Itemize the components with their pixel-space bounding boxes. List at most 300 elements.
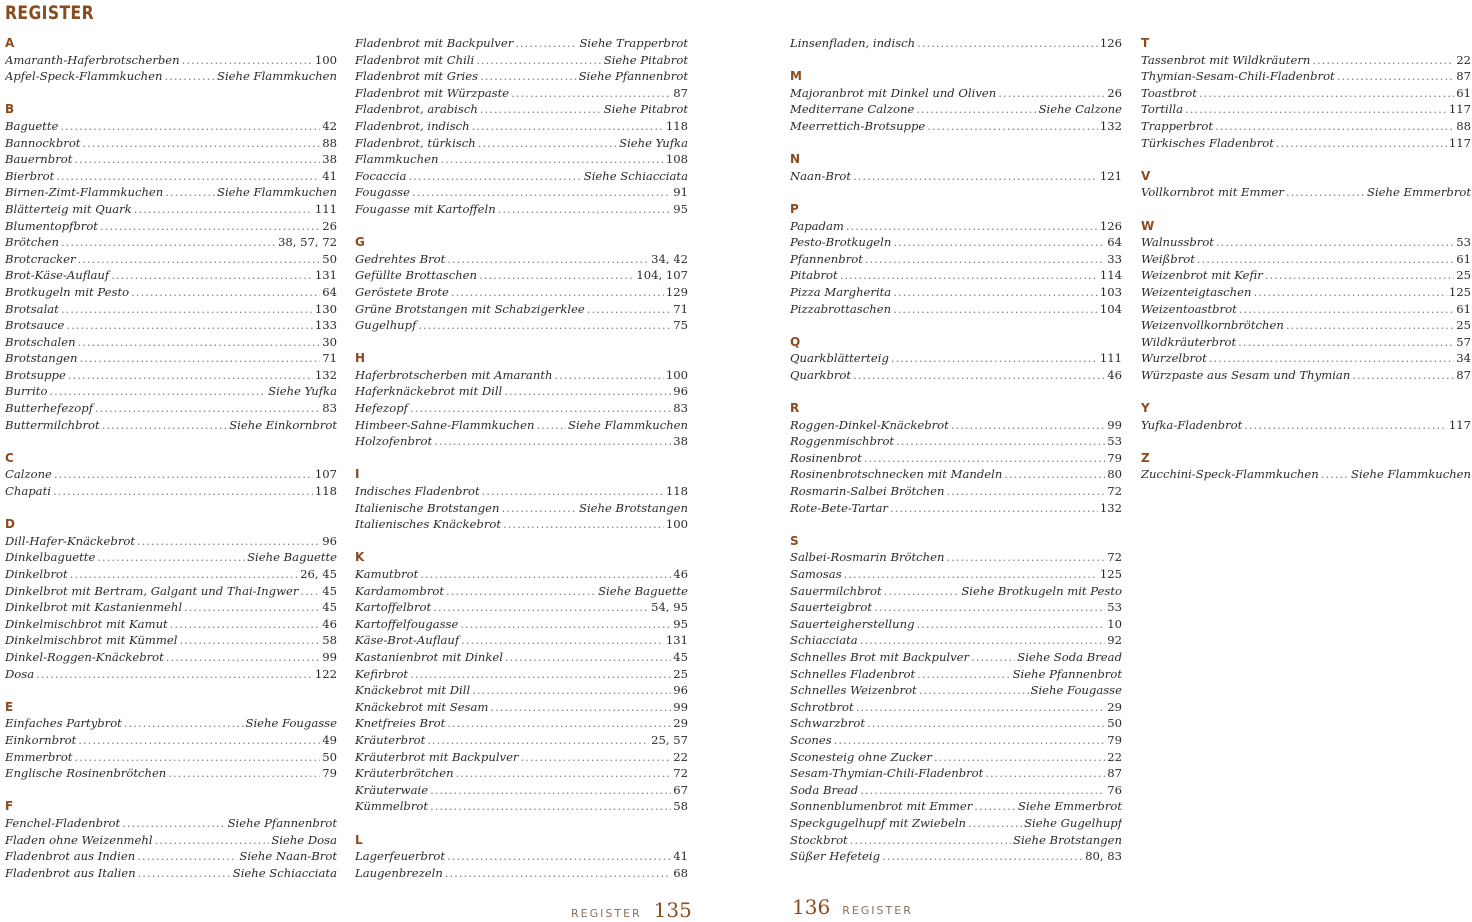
index-entry: [790, 101, 1122, 118]
leader-dots: [170, 616, 321, 633]
index-entry: [5, 383, 337, 400]
entry-page-ref: 88: [322, 135, 337, 150]
entry-page-ref: 38: [673, 434, 688, 449]
entry-page-ref: 131: [314, 268, 337, 283]
entry-page-ref: 118: [314, 484, 337, 499]
leader-dots: [867, 715, 1105, 732]
index-entry: [355, 52, 688, 69]
index-entry: [5, 218, 337, 235]
spacer: [5, 433, 337, 450]
entry-page-ref: 87: [1107, 766, 1122, 781]
index-entry: [355, 301, 688, 318]
entry-page-ref: 83: [322, 401, 337, 416]
leader-dots: [834, 732, 1106, 749]
entry-name: Dinkelbrot mit Kastanienmehl: [5, 600, 183, 615]
entry-name: Focaccia: [355, 168, 407, 183]
index-entry: [790, 466, 1122, 483]
entry-name: Weizenbrot mit Kefir: [1141, 268, 1263, 283]
leader-dots: [472, 682, 671, 699]
leader-dots: [844, 566, 1098, 583]
page-number-right: 136: [792, 895, 831, 919]
index-entry: [790, 749, 1122, 766]
entry-page-ref: 126: [1099, 218, 1122, 233]
entry-page-ref: Siehe Fougasse: [245, 716, 337, 731]
leader-dots: [74, 749, 320, 766]
leader-dots: [505, 649, 671, 666]
index-entry: [355, 798, 688, 815]
entry-name: Soda Bread: [790, 782, 859, 797]
index-entry: [790, 234, 1122, 251]
index-entry: [790, 732, 1122, 749]
entry-page-ref: 132: [1099, 500, 1122, 515]
leader-dots: [503, 516, 664, 533]
index-entry: [790, 350, 1122, 367]
entry-page-ref: 26: [1107, 85, 1122, 100]
entry-page-ref: 91: [673, 185, 688, 200]
entry-name: Naan-Brot: [790, 168, 852, 183]
entry-name: Calzone: [5, 467, 52, 482]
leader-dots: [478, 135, 617, 152]
entry-page-ref: 88: [1456, 118, 1471, 133]
entry-name: Pfannenbrot: [790, 251, 863, 266]
entry-name: Knäckebrot mit Sesam: [355, 699, 489, 714]
index-entry: [1141, 284, 1471, 301]
index-entry: [355, 500, 688, 517]
spacer: [790, 383, 1122, 400]
index-entry: [5, 466, 337, 483]
leader-dots: [61, 301, 313, 318]
entry-page-ref: 117: [1448, 135, 1471, 150]
entry-page-ref: 96: [322, 533, 337, 548]
section-letter: D: [5, 517, 15, 532]
index-entry: [5, 815, 337, 832]
entry-name: Roggen-Dinkel-Knäckebrot: [790, 417, 949, 432]
leader-dots: [515, 35, 577, 52]
entry-page-ref: Siehe Baguette: [247, 550, 337, 565]
entry-page-ref: 125: [1448, 284, 1471, 299]
leader-dots: [95, 400, 320, 417]
index-entry: [790, 566, 1122, 583]
leader-dots: [502, 500, 578, 517]
spacer: [1141, 383, 1471, 400]
entry-name: Dinkelbaguette: [5, 550, 96, 565]
entry-name: Hefezopf: [355, 401, 408, 416]
leader-dots: [56, 168, 320, 185]
leader-dots: [884, 583, 960, 600]
entry-page-ref: 104, 107: [636, 268, 688, 283]
index-entry: [5, 334, 337, 351]
leader-dots: [418, 317, 671, 334]
section-letter: I: [355, 467, 360, 482]
entry-page-ref: 46: [322, 616, 337, 631]
index-entry: [790, 483, 1122, 500]
entry-name: Fladenbrot aus Indien: [5, 849, 136, 864]
leader-dots: [78, 251, 321, 268]
entry-name: Weizenvollkornbrötchen: [1141, 318, 1284, 333]
entry-name: Lagerfeuerbrot: [355, 849, 446, 864]
index-entry: [355, 483, 688, 500]
entry-page-ref: 45: [322, 600, 337, 615]
leader-dots: [70, 566, 298, 583]
leader-dots: [917, 616, 1106, 633]
entry-name: Sauerteigbrot: [790, 600, 872, 615]
spacer: [355, 815, 688, 832]
spacer: [790, 135, 1122, 152]
entry-page-ref: 50: [322, 749, 337, 764]
entry-page-ref: 72: [1107, 484, 1122, 499]
entry-name: Vollkornbrot mit Emmer: [1141, 185, 1284, 200]
leader-dots: [520, 749, 671, 766]
entry-page-ref: Siehe Einkornbrot: [229, 417, 337, 432]
entry-page-ref: 45: [673, 649, 688, 664]
entry-page-ref: 99: [673, 699, 688, 714]
entry-name: Schnelles Brot mit Backpulver: [790, 649, 970, 664]
index-entry: [790, 549, 1122, 566]
entry-name: Brotschalen: [5, 334, 76, 349]
entry-page-ref: 50: [322, 251, 337, 266]
entry-page-ref: 29: [673, 716, 688, 731]
entry-name: Fladenbrot mit Gries: [355, 69, 479, 84]
leader-dots: [985, 765, 1105, 782]
spacer: [1141, 433, 1471, 450]
index-entry: [790, 85, 1122, 102]
entry-name: Käse-Brot-Auflauf: [355, 633, 460, 648]
index-entry: [790, 267, 1122, 284]
entry-name: Fladenbrot, türkisch: [355, 135, 476, 150]
entry-name: Tassenbrot mit Wildkräutern: [1141, 52, 1311, 67]
entry-name: Samosas: [790, 567, 842, 581]
section-letter: W: [1141, 218, 1155, 233]
entry-name: Rosinenbrot: [790, 450, 862, 465]
entry-name: Dill-Hafer-Knäckebrot: [5, 533, 135, 548]
entry-page-ref: 54, 95: [651, 600, 688, 615]
leader-dots: [182, 52, 313, 69]
entry-name: Majoranbrot mit Dinkel und Oliven: [790, 85, 997, 100]
leader-dots: [54, 466, 313, 483]
entry-page-ref: 79: [1107, 450, 1122, 465]
entry-name: Fenchel-Fladenbrot: [5, 815, 121, 830]
entry-name: Yufka-Fladenbrot: [1141, 417, 1243, 432]
leader-dots: [998, 85, 1105, 102]
index-entry: [355, 35, 688, 52]
index-entry: [5, 234, 337, 251]
entry-name: Pizzabrottaschen: [790, 301, 892, 316]
index-entry: [1141, 52, 1471, 69]
index-entry: [355, 85, 688, 102]
entry-name: Sconesteig ohne Zucker: [790, 749, 932, 764]
entry-name: Amaranth-Haferbrotscherben: [5, 52, 180, 67]
entry-name: Papadam: [790, 218, 844, 233]
entry-page-ref: 41: [673, 849, 688, 864]
index-entry: [355, 516, 688, 533]
entry-page-ref: 100: [665, 517, 688, 532]
entry-name: Meerrettich-Brotsuppe: [790, 118, 926, 133]
entry-page-ref: Siehe Gugelhupf: [1024, 815, 1122, 830]
leader-dots: [480, 101, 602, 118]
entry-name: Sesam-Thymian-Chili-Fladenbrot: [790, 766, 984, 781]
entry-name: Süßer Hefeteig: [790, 849, 881, 864]
leader-dots: [124, 715, 244, 732]
leader-dots: [974, 798, 1016, 815]
index-entry: [355, 682, 688, 699]
index-entry: [790, 118, 1122, 135]
section-letter: L: [355, 832, 363, 847]
entry-name: Fladenbrot, indisch: [355, 118, 470, 133]
entry-page-ref: Siehe Brotkugeln mit Pesto: [961, 583, 1122, 598]
entry-name: Einkornbrot: [5, 732, 77, 747]
entry-page-ref: 30: [322, 334, 337, 349]
entry-name: Schrotbrot: [790, 699, 854, 714]
index-entry: [355, 383, 688, 400]
section-letter: K: [355, 550, 365, 565]
leader-dots: [179, 632, 320, 649]
leader-dots: [168, 765, 320, 782]
entry-name: Himbeer-Sahne-Flammkuchen: [355, 417, 535, 432]
entry-page-ref: 25: [1456, 318, 1471, 333]
spacer: [5, 682, 337, 699]
leader-dots: [49, 383, 266, 400]
section-letter: F: [5, 799, 14, 814]
leader-dots: [1312, 52, 1454, 69]
entry-page-ref: 99: [322, 649, 337, 664]
footer-right-label: REGISTER: [842, 904, 913, 917]
leader-dots: [536, 417, 566, 434]
index-entry: [355, 184, 688, 201]
index-entry: [5, 284, 337, 301]
leader-dots: [461, 632, 664, 649]
entry-name: Fladenbrot mit Würzpaste: [355, 85, 510, 100]
entry-page-ref: 80, 83: [1085, 849, 1122, 864]
entry-name: Scones: [790, 732, 832, 747]
entry-name: Dosa: [5, 666, 35, 681]
index-entry: [1141, 101, 1471, 118]
leader-dots: [111, 267, 313, 284]
index-entry: [1141, 251, 1471, 268]
index-entry: [355, 201, 688, 218]
leader-dots: [82, 135, 320, 152]
entry-name: Holzofenbrot: [355, 434, 433, 449]
entry-name: Schnelles Weizenbrot: [790, 683, 917, 698]
entry-page-ref: Siehe Pitabrot: [603, 102, 688, 117]
index-entry: [5, 848, 337, 865]
leader-dots: [53, 483, 313, 500]
index-entry: [5, 632, 337, 649]
index-entry: [790, 798, 1122, 815]
entry-name: Haferknäckebrot mit Dill: [355, 384, 503, 399]
entry-name: Haferbrotscherben mit Amaranth: [355, 367, 553, 382]
entry-name: Quarkblätterteig: [790, 351, 889, 366]
leader-dots: [971, 649, 1015, 666]
entry-page-ref: 111: [1099, 351, 1122, 366]
leader-dots: [1244, 417, 1447, 434]
leader-dots: [36, 666, 313, 683]
leader-dots: [490, 699, 671, 716]
entry-page-ref: 100: [314, 52, 337, 67]
entry-page-ref: 49: [322, 732, 337, 747]
entry-name: Kefirbrot: [355, 666, 409, 681]
leader-dots: [79, 350, 320, 367]
entry-page-ref: 68: [673, 865, 688, 880]
leader-dots: [420, 566, 671, 583]
footer-left-label: REGISTER: [571, 907, 642, 920]
entry-page-ref: 72: [673, 766, 688, 781]
index-entry: [355, 583, 688, 600]
entry-name: Birnen-Zimt-Flammkuchen: [5, 185, 164, 200]
entry-page-ref: Siehe Flammkuchen: [1351, 467, 1471, 482]
entry-name: Kartoffelfougasse: [355, 616, 459, 631]
leader-dots: [1276, 135, 1447, 152]
leader-dots: [446, 583, 596, 600]
entry-name: Sauerteigherstellung: [790, 616, 915, 631]
entry-page-ref: 10: [1107, 616, 1122, 631]
entry-name: Quarkbrot: [790, 367, 852, 382]
entry-name: Linsenfladen, indisch: [790, 36, 916, 50]
entry-page-ref: Siehe Dosa: [271, 832, 337, 847]
entry-page-ref: 131: [665, 633, 688, 648]
leader-dots: [100, 218, 320, 235]
index-entry: [355, 118, 688, 135]
entry-name: Dinkelbrot: [5, 567, 68, 581]
leader-dots: [1215, 118, 1454, 135]
index-entry: [790, 848, 1122, 865]
index-entry: [5, 350, 337, 367]
entry-name: Brotcracker: [5, 251, 76, 266]
index-entry: [5, 118, 337, 135]
leader-dots: [1216, 234, 1454, 251]
index-entry: [355, 68, 688, 85]
page-title: REGISTER: [5, 2, 94, 24]
index-entry: [790, 450, 1122, 467]
leader-dots: [427, 732, 649, 749]
leader-dots: [445, 865, 671, 882]
entry-page-ref: 99: [1107, 417, 1122, 432]
entry-name: Brotstangen: [5, 351, 78, 366]
entry-name: Brötchen: [5, 235, 59, 250]
leader-dots: [430, 782, 671, 799]
section-letter: V: [1141, 168, 1151, 183]
index-entry: [790, 35, 1122, 52]
leader-dots: [68, 367, 313, 384]
index-entry: [5, 765, 337, 782]
entry-name: Roggenmischbrot: [790, 434, 895, 449]
entry-name: Schiacciata: [790, 633, 858, 648]
entry-page-ref: Siehe Pfannenbrot: [1012, 666, 1122, 681]
leader-dots: [137, 848, 237, 865]
entry-page-ref: 117: [1448, 102, 1471, 117]
entry-page-ref: 22: [1456, 52, 1471, 67]
spacer: [5, 782, 337, 799]
leader-dots: [300, 583, 320, 600]
spacer: [790, 516, 1122, 533]
leader-dots: [460, 616, 671, 633]
entry-page-ref: 41: [322, 168, 337, 183]
leader-dots: [61, 234, 276, 251]
entry-page-ref: Siehe Flammkuchen: [217, 69, 337, 84]
entry-name: Kümmelbrot: [355, 799, 429, 814]
index-entry: [5, 832, 337, 849]
leader-dots: [1265, 267, 1454, 284]
leader-dots: [97, 549, 245, 566]
leader-dots: [891, 350, 1098, 367]
entry-name: Knetfreies Brot: [355, 716, 446, 731]
entry-name: Brotkugeln mit Pesto: [5, 284, 130, 299]
index-entry: [5, 135, 337, 152]
entry-page-ref: 126: [1099, 36, 1122, 50]
entry-page-ref: 46: [673, 567, 688, 581]
entry-page-ref: Siehe Schiacciata: [232, 865, 337, 880]
index-entry: [355, 317, 688, 334]
entry-name: Thymian-Sesam-Chili-Fladenbrot: [1141, 69, 1335, 84]
entry-name: Würzpaste aus Sesam und Thymian: [1141, 367, 1351, 382]
entry-name: Brotsalat: [5, 301, 59, 316]
entry-name: Speckgugelhupf mit Zwiebeln: [790, 815, 967, 830]
index-entry: [5, 301, 337, 318]
entry-name: Emmerbrot: [5, 749, 73, 764]
entry-name: Rosinenbrotschnecken mit Mandeln: [790, 467, 1003, 482]
entry-name: Salbei-Rosmarin Brötchen: [790, 550, 945, 565]
entry-page-ref: 25: [1456, 268, 1471, 283]
spacer: [1141, 151, 1471, 168]
leader-dots: [166, 649, 320, 666]
entry-name: Kräuterbrot: [355, 732, 426, 747]
leader-dots: [78, 334, 321, 351]
index-entry: [5, 367, 337, 384]
entry-name: Kardamombrot: [355, 583, 445, 598]
leader-dots: [1209, 350, 1454, 367]
index-column-4: [1141, 35, 1471, 483]
entry-name: Türkisches Fladenbrot: [1141, 135, 1274, 150]
section-letter: E: [5, 699, 14, 714]
entry-page-ref: 132: [1099, 118, 1122, 133]
index-entry: [790, 649, 1122, 666]
entry-name: Burrito: [5, 384, 48, 399]
leader-dots: [476, 52, 602, 69]
entry-name: Fougasse: [355, 185, 410, 200]
leader-dots: [916, 101, 1036, 118]
entry-name: Weißbrot: [1141, 251, 1195, 266]
leader-dots: [1352, 367, 1454, 384]
index-entry: [5, 483, 337, 500]
index-column-3: [790, 35, 1122, 865]
spacer: [355, 334, 688, 351]
index-entry: [1141, 118, 1471, 135]
entry-name: Flammkuchen: [355, 152, 439, 167]
entry-name: Brotsuppe: [5, 367, 66, 382]
leader-dots: [1286, 184, 1365, 201]
leader-dots: [874, 599, 1105, 616]
index-entry: [5, 168, 337, 185]
leader-dots: [1337, 68, 1455, 85]
entry-name: Gugelhupf: [355, 318, 417, 333]
entry-name: Brotsauce: [5, 318, 65, 333]
leader-dots: [60, 118, 320, 135]
entry-name: Sauermilchbrot: [790, 583, 882, 598]
index-entry: [1141, 135, 1471, 152]
index-entry: [1141, 367, 1471, 384]
section-letter: C: [5, 450, 14, 465]
page-number-left: 135: [653, 898, 692, 922]
index-entry: [5, 666, 337, 683]
entry-name: Bierbrot: [5, 168, 55, 183]
index-entry: [5, 417, 337, 434]
entry-page-ref: 122: [314, 666, 337, 681]
entry-name: Stockbrot: [790, 832, 848, 847]
leader-dots: [408, 168, 581, 185]
spacer: [355, 533, 688, 550]
entry-name: Kamutbrot: [355, 567, 419, 581]
section-letter: N: [790, 152, 801, 167]
index-entry: [1141, 234, 1471, 251]
